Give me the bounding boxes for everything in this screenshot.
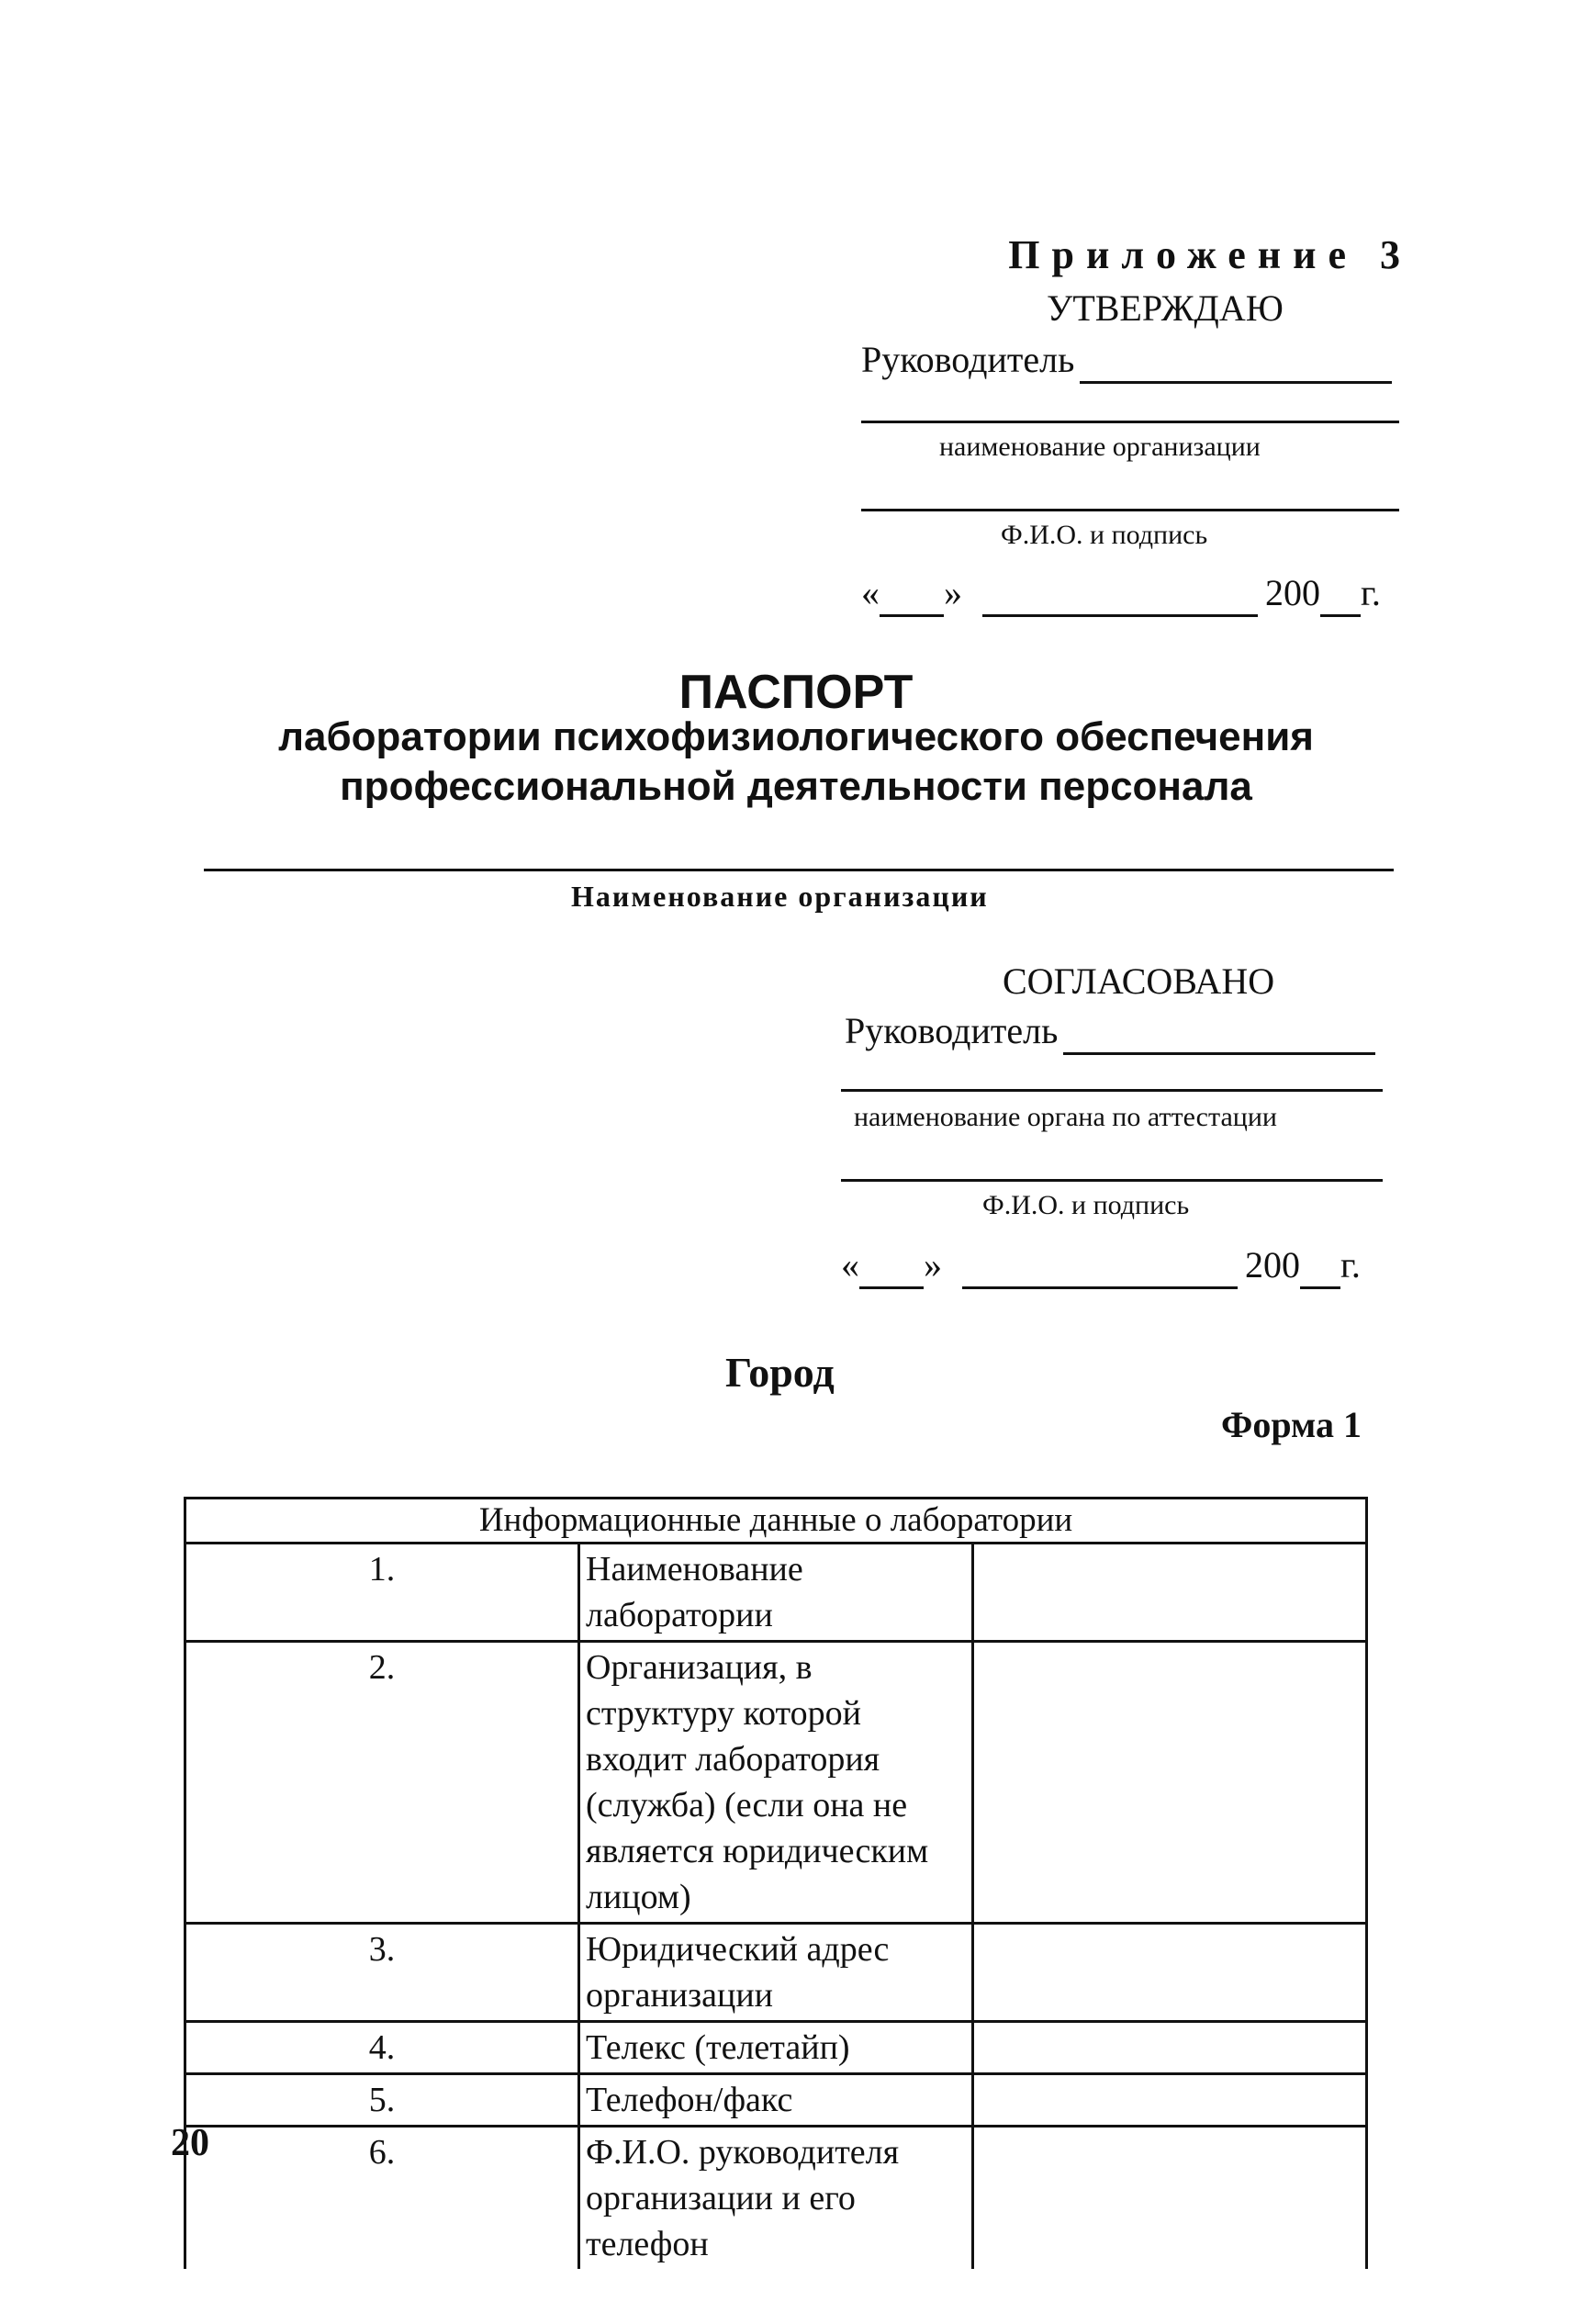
agree-org-caption: наименование органа по аттестации: [854, 1102, 1277, 1132]
agree-fio-blank[interactable]: [841, 1179, 1383, 1182]
table-row: [185, 2074, 1367, 2127]
quote-open: «: [861, 572, 880, 613]
document-subtitle-line1: лаборатории психофизиологического обеспечения: [278, 714, 1314, 759]
agree-head-label: Руководитель: [845, 1010, 1059, 1051]
approve-day-blank[interactable]: [880, 571, 944, 617]
approve-title: УТВЕРЖДАЮ: [1047, 287, 1284, 329]
approve-fio-caption: Ф.И.О. и подпись: [1001, 520, 1208, 550]
agree-fio-caption: Ф.И.О. и подпись: [982, 1190, 1190, 1220]
row-label: Наименование лаборатории: [579, 1544, 973, 1642]
agree-day-blank[interactable]: [859, 1243, 924, 1289]
row-label: Телекс (телетайп): [579, 2022, 973, 2074]
approve-org-blank[interactable]: [861, 421, 1399, 423]
agree-year-prefix: 200: [1245, 1244, 1300, 1285]
table-row: [185, 2127, 1367, 2270]
document-title: ПАСПОРТ: [678, 666, 914, 719]
form-label: Форма 1: [1221, 1404, 1362, 1445]
approve-year-prefix: 200: [1265, 572, 1320, 613]
city-label: Город: [725, 1349, 835, 1396]
agree-head-line: [845, 1009, 1375, 1055]
approve-head-line: [861, 338, 1392, 384]
row-number: 1.: [185, 1544, 579, 1642]
approve-date-line: [861, 571, 1381, 617]
agree-org-blank[interactable]: [841, 1089, 1383, 1092]
approve-year-suffix: г.: [1361, 572, 1381, 613]
approve-head-label: Руководитель: [861, 339, 1075, 380]
row-number: 5.: [185, 2074, 579, 2127]
agree-month-blank[interactable]: [962, 1243, 1238, 1289]
agree-head-blank[interactable]: [1063, 1009, 1375, 1055]
table-row: [185, 2022, 1367, 2074]
table-row: [185, 1924, 1367, 2022]
table-row: [185, 1642, 1367, 1924]
row-number: 6.: [185, 2127, 579, 2270]
main-org-blank[interactable]: [204, 869, 1394, 871]
row-label: Юридический адрес организации: [579, 1924, 973, 2022]
row-label: Организация, в структуру которой входит лаборатория (служба) (если она не является юридическим лицом): [579, 1642, 973, 1924]
approve-head-blank[interactable]: [1080, 338, 1392, 384]
row-label: Телефон/факс: [579, 2074, 973, 2127]
row-number: 2.: [185, 1642, 579, 1924]
agree-year-blank[interactable]: [1300, 1243, 1340, 1289]
main-org-caption: Наименование организации: [571, 880, 989, 913]
row-label: Ф.И.О. руководителя организации и его телефон: [579, 2127, 973, 2270]
row-number: 3.: [185, 1924, 579, 2022]
row-value-cell[interactable]: [973, 2074, 1367, 2127]
quote-close: »: [924, 1244, 942, 1285]
row-number: 4.: [185, 2022, 579, 2074]
table-row: [185, 1544, 1367, 1642]
row-value-cell[interactable]: [973, 2022, 1367, 2074]
agree-title: СОГЛАСОВАНО: [1003, 960, 1275, 1002]
approve-fio-blank[interactable]: [861, 509, 1399, 511]
appendix-label: Приложение 3: [1008, 232, 1412, 277]
table-header: Информационные данные о лаборатории: [185, 1499, 1367, 1544]
row-value-cell[interactable]: [973, 1642, 1367, 1924]
row-value-cell[interactable]: [973, 2127, 1367, 2270]
agree-date-line: [841, 1243, 1361, 1289]
quote-open: «: [841, 1244, 859, 1285]
document-subtitle-line2: профессиональной деятельности персонала: [340, 764, 1252, 809]
lab-info-table: [184, 1497, 1368, 2269]
page-number: 20: [171, 2122, 209, 2164]
row-value-cell[interactable]: [973, 1544, 1367, 1642]
table-header-row: [185, 1499, 1367, 1544]
row-value-cell[interactable]: [973, 1924, 1367, 2022]
approve-org-caption: наименование организации: [939, 432, 1261, 462]
agree-year-suffix: г.: [1340, 1244, 1361, 1285]
approve-year-blank[interactable]: [1320, 571, 1361, 617]
quote-close: »: [944, 572, 962, 613]
approve-month-blank[interactable]: [982, 571, 1258, 617]
